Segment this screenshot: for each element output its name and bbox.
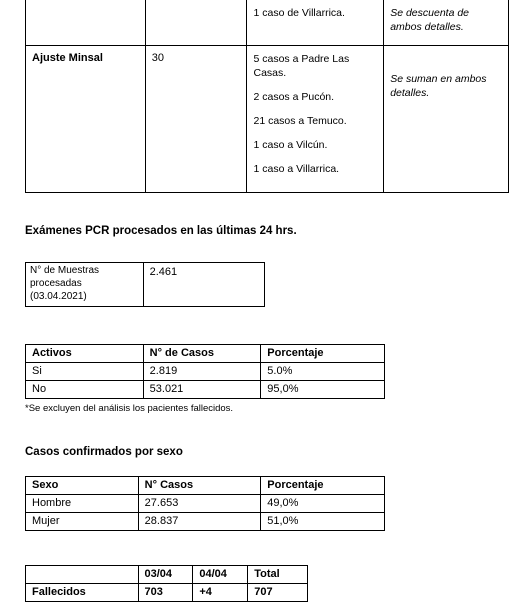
table-cell: Fallecidos	[26, 584, 139, 602]
table-cell: 53.021	[143, 381, 261, 399]
detail-line: 21 casos a Temuco.	[253, 115, 347, 127]
table-cell: Mujer	[26, 513, 139, 531]
table-cell: 27.653	[138, 495, 261, 513]
row-value-cell	[145, 46, 247, 193]
exclusion-note: *Se excluyen del análisis los pacientes fallecidos.	[25, 403, 234, 414]
table-row	[26, 0, 509, 46]
detail-cell	[247, 0, 384, 46]
detail-line: 1 caso de Villarrica.	[253, 7, 345, 19]
row-value: 30	[151, 52, 164, 64]
pcr-label: N° de Muestras procesadas (03.04.2021)	[30, 265, 100, 302]
column-header: 04/04	[193, 566, 248, 584]
column-header: Total	[248, 566, 308, 584]
table-row	[26, 495, 385, 513]
deaths-table	[25, 565, 308, 602]
column-header: N° de Casos	[143, 345, 261, 363]
table-cell: 703	[138, 584, 193, 602]
cases-by-sex-table	[25, 476, 385, 531]
table-row	[26, 381, 385, 399]
table-cell: 5.0%	[261, 363, 385, 381]
detail-line: 1 caso a Vilcún.	[253, 139, 328, 151]
table-cell: Hombre	[26, 495, 139, 513]
pcr-heading: Exámenes PCR procesados en las últimas 24 hrs.	[25, 225, 297, 237]
column-header	[26, 566, 139, 584]
detail-line: 1 caso a Villarrica.	[253, 163, 340, 175]
column-header: N° Casos	[138, 477, 261, 495]
row-value-cell	[145, 0, 247, 46]
row-label-cell	[26, 0, 146, 46]
table-cell: No	[26, 381, 144, 399]
column-header: 03/04	[138, 566, 193, 584]
note-cell	[384, 0, 509, 46]
active-cases-table	[25, 344, 385, 399]
pcr-value: 2.461	[149, 266, 178, 278]
column-header: Porcentaje	[261, 477, 385, 495]
table-row	[26, 513, 385, 531]
pcr-value-cell	[143, 263, 264, 307]
detail-cell	[247, 46, 384, 193]
table-cell: +4	[193, 584, 248, 602]
cases-adjustment-table	[25, 0, 509, 193]
detail-line: 2 casos a Pucón.	[253, 91, 335, 103]
column-header: Activos	[26, 345, 144, 363]
pcr-table	[25, 262, 265, 307]
pcr-label-cell	[26, 263, 144, 307]
note-cell	[384, 46, 509, 193]
sex-heading: Casos confirmados por sexo	[25, 446, 183, 458]
table-header-row	[26, 566, 308, 584]
table-row	[26, 46, 509, 193]
table-cell: 51,0%	[261, 513, 385, 531]
row-label: Ajuste Minsal	[32, 52, 103, 64]
table-cell: 2.819	[143, 363, 261, 381]
table-cell: Si	[26, 363, 144, 381]
table-cell: 28.837	[138, 513, 261, 531]
table-row	[26, 263, 265, 307]
table-header-row	[26, 345, 385, 363]
note-text: Se descuenta de ambos detalles.	[390, 7, 470, 33]
table-row	[26, 363, 385, 381]
note-text: Se suman en ambos detalles.	[390, 73, 487, 99]
row-label-cell	[26, 46, 146, 193]
detail-line: 5 casos a Padre Las Casas.	[253, 53, 350, 79]
table-cell: 707	[248, 584, 308, 602]
column-header: Sexo	[26, 477, 139, 495]
table-cell: 49,0%	[261, 495, 385, 513]
column-header: Porcentaje	[261, 345, 385, 363]
table-row	[26, 584, 308, 602]
table-cell: 95,0%	[261, 381, 385, 399]
table-header-row	[26, 477, 385, 495]
